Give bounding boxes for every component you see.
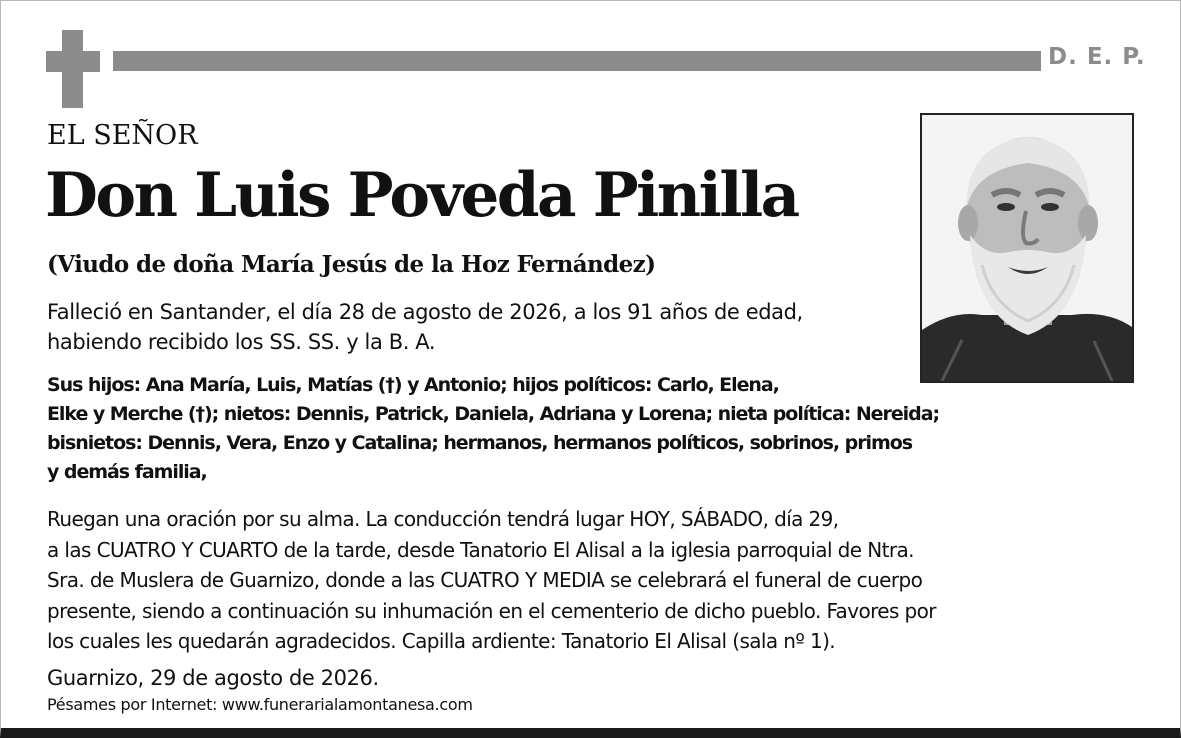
death-notice [47,297,803,357]
header-rule [113,51,1041,71]
family-line: Elke y Merche (†); nietos: Dennis, Patrick, Daniela, Adriana y Lorena; nieta política: Nereida; [47,403,940,425]
place-date [47,663,379,693]
portrait-photo-icon [920,113,1134,383]
service-line: Ruegan una oración por su alma. La conducción tendrá lugar HOY, SÁBADO, día 29, [47,507,839,531]
place-date-line: Guarnizo, 29 de agosto de 2026. [47,666,379,690]
service-line: Sra. de Muslera de Guarnizo, donde a las CUATRO Y MEDIA se celebrará el funeral de cuerpo [47,568,923,592]
family-line: Sus hijos: Ana María, Luis, Matías (†) y Antonio; hijos políticos: Carlo, Elena, [47,374,779,396]
condolences-info [47,694,473,716]
cross-horizontal-beam [46,51,100,72]
family-list [47,371,939,487]
service-line: los cuales les quedarán agradecidos. Capilla ardiente: Tanatorio El Alisal (sala nº 1). [47,629,836,653]
death-notice-line: Falleció en Santander, el día 28 de agosto de 2026, a los 91 años de edad, [47,300,803,324]
death-notice-line: habiendo recibido los SS. SS. y la B. A. [47,330,436,354]
family-line: bisnietos: Dennis, Vera, Enzo y Catalina; hermanos, hermanos políticos, sobrinos, primos [47,432,913,454]
widow-of-line: (Viudo de doña María Jesús de la Hoz Fernández) [47,251,656,278]
deceased-name: Don Luis Poveda Pinilla [45,160,798,231]
condolences-line: Pésames por Internet: www.funerarialamontanesa.com [47,695,473,714]
service-details [47,504,936,657]
latin-cross-icon [46,30,100,108]
family-line: y demás familia, [47,461,207,483]
service-line: a las CUATRO Y CUARTO de la tarde, desde Tanatorio El Alisal a la iglesia parroquial de Ntra. [47,537,914,562]
title-prefix: EL SEÑOR [47,120,198,151]
service-line: presente, siendo a continuación su inhumación en el cementerio de dicho pueblo. Favores por [47,598,936,623]
dep-label: D. E. P. [1048,44,1146,70]
